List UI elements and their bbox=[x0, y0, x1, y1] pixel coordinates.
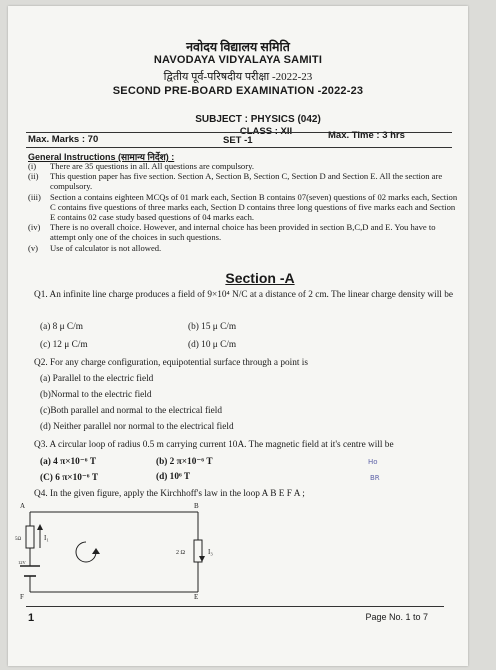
loop-arrowhead-icon bbox=[92, 548, 100, 554]
header-rule-bottom bbox=[26, 147, 452, 148]
loop-arrow-icon bbox=[76, 542, 96, 562]
node-label-a: A bbox=[20, 502, 26, 510]
instruction-item bbox=[28, 161, 458, 171]
instruction-num: (i) bbox=[28, 161, 37, 171]
hindi-exam-title: द्वितीय पूर्व-परिषदीय परीक्षा -2022-23 bbox=[163, 71, 313, 83]
set-number: SET -1 bbox=[223, 135, 253, 146]
subject-line: SUBJECT : PHYSICS (042) bbox=[195, 114, 321, 125]
question-4-text: Q4. In the given figure, apply the Kirchhoff's law in the loop A B E F A ; bbox=[34, 489, 305, 499]
q3-option-a: (a) 4 π×10⁻⁶ T bbox=[40, 457, 97, 467]
q2-option-b: (b)Normal to the electric field bbox=[40, 390, 152, 400]
q2-option-c: (c)Both parallel and normal to the electrical field bbox=[40, 406, 222, 416]
instruction-text: Section a contains eighteen MCQs of 01 mark each, Section B contains 07(seven) questions of 02 marks each, Section C contains five questions of three marks each, Section D contains three long questions of five marks each and Section E contains 02 case study based questions of 04 marks each. bbox=[50, 191, 458, 223]
instruction-text: There are 35 questions in all. All questions are compulsory. bbox=[50, 161, 254, 171]
q1-option-b: (b) 15 μ C/m bbox=[188, 322, 237, 332]
max-time: Max. Time : 3 hrs bbox=[328, 130, 405, 141]
question-3-text: Q3. A circular loop of radius 0.5 m carrying current 10A. The magnetic field at it's centre will be bbox=[34, 440, 394, 450]
footer-page-number: 1 bbox=[28, 612, 35, 624]
node-label-e: E bbox=[194, 593, 199, 601]
resistor-5ohm bbox=[26, 526, 34, 548]
battery-label: 12V bbox=[18, 560, 26, 565]
current-label-i1: I₁ bbox=[44, 534, 49, 542]
question-1-text: Q1. An infinite line charge produces a field of 9×10⁴ N/C at a distance of 2 cm. The linear charge density will be bbox=[34, 290, 453, 300]
org-title: NAVODAYA VIDYALAYA SAMITI bbox=[153, 54, 323, 66]
instruction-text: There is no overall choice. However, and internal choice has been provided in section B,C,D and E. You have to attempt only one of the choices in such questions. bbox=[50, 222, 436, 243]
q2-option-a: (a) Parallel to the electric field bbox=[40, 374, 154, 384]
instruction-num: (iii) bbox=[28, 191, 41, 202]
instruction-num: (ii) bbox=[28, 171, 39, 182]
handwritten-note: BR bbox=[370, 474, 380, 482]
footer-page-label: Page No. 1 to 7 bbox=[365, 612, 428, 622]
instructions-heading: General Instructions (सामान्य निर्देश) : bbox=[28, 152, 175, 162]
max-marks: Max. Marks : 70 bbox=[28, 134, 99, 145]
q1-option-a: (a) 8 μ C/m bbox=[40, 322, 83, 332]
q3-option-d: (d) 10⁶ T bbox=[156, 472, 191, 482]
footer-rule bbox=[26, 606, 444, 607]
q3-option-b: (b) 2 π×10⁻⁶ T bbox=[156, 457, 213, 467]
instruction-num: (v) bbox=[28, 242, 39, 253]
instructions-list bbox=[28, 161, 458, 253]
instruction-item bbox=[28, 192, 458, 223]
current-label-i3: I₃ bbox=[208, 548, 213, 556]
q3-option-c: (C) 6 π×10⁻⁶ T bbox=[40, 473, 99, 483]
section-a-title: Section -A bbox=[225, 270, 295, 286]
q1-option-c: (c) 12 μ C/m bbox=[40, 340, 88, 350]
exam-title: SECOND PRE-BOARD EXAMINATION -2022-23 bbox=[112, 85, 364, 97]
instruction-item bbox=[28, 222, 458, 242]
node-label-f: F bbox=[20, 593, 24, 601]
instruction-text: This question paper has five section. Section A, Section B, Section C, Section D and Section E. All the section are compulsory. bbox=[50, 171, 443, 192]
hindi-org-title: नवोदय विद्यालय समिति bbox=[186, 40, 290, 54]
node-label-b: B bbox=[194, 502, 199, 510]
instruction-item bbox=[28, 171, 458, 191]
exam-page bbox=[8, 6, 468, 666]
q2-option-d: (d) Neither parallel nor normal to the electrical field bbox=[40, 422, 234, 432]
resistor-label-2ohm: 2 Ω bbox=[176, 550, 185, 556]
instruction-item bbox=[28, 243, 458, 253]
instruction-text: Use of calculator is not allowed. bbox=[50, 242, 162, 253]
arrow-down-icon bbox=[199, 556, 205, 562]
q1-option-d: (d) 10 μ C/m bbox=[188, 340, 237, 350]
handwritten-note: Ho bbox=[368, 458, 378, 466]
resistor-label-5ohm: 5Ω bbox=[15, 537, 22, 542]
circuit-diagram bbox=[15, 500, 458, 601]
arrow-up-icon bbox=[37, 524, 43, 530]
question-2-text: Q2. For any charge configuration, equipotential surface through a point is bbox=[34, 358, 309, 368]
instruction-num: (iv) bbox=[28, 222, 41, 233]
